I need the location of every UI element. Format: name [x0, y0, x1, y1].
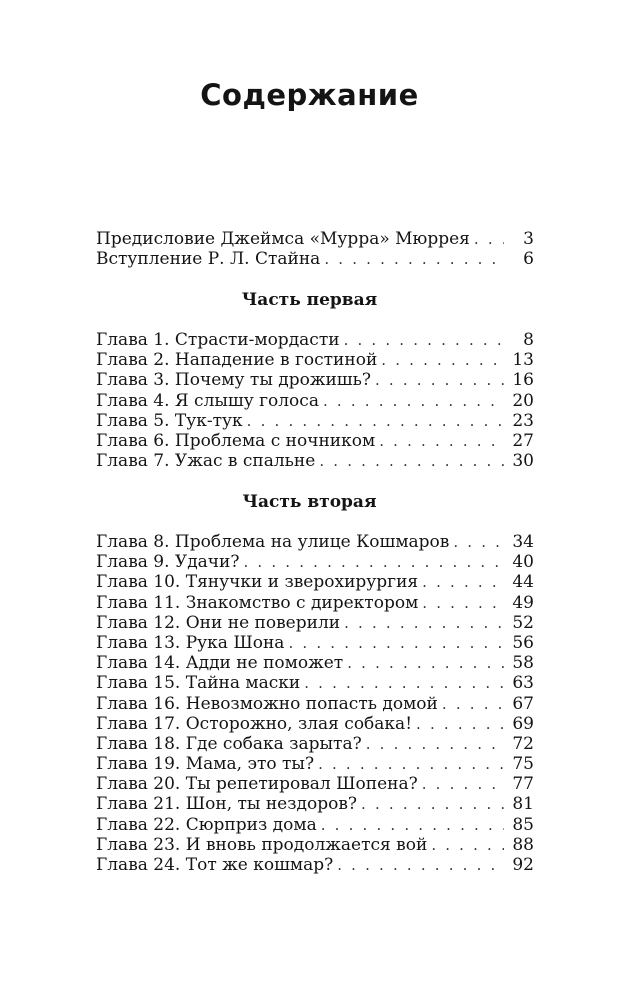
toc-entry-page: 63: [512, 673, 534, 694]
toc-entry-page: 16: [512, 370, 534, 391]
toc-entry-chapter: [96, 835, 534, 855]
toc-entry-label: Глава 9. Удачи?: [96, 552, 240, 573]
toc-entry-page: 85: [512, 814, 534, 835]
toc-entry-page: 8: [523, 330, 534, 350]
dot-leader: [366, 734, 504, 754]
toc-entry-chapter: [96, 815, 534, 835]
toc-entry-chapter: [96, 754, 534, 774]
toc-entry-label: Глава 21. Шон, ты нездоров?: [96, 794, 358, 815]
toc-entry-chapter: [96, 593, 534, 613]
toc-entry-label: Глава 23. И вновь продолжается вой: [96, 834, 428, 855]
dot-leader: [422, 593, 504, 613]
toc-entry-page: 3: [523, 229, 534, 249]
toc-entry-label: Глава 19. Мама, это ты?: [96, 754, 315, 775]
dot-leader: [344, 330, 504, 350]
toc-entry-label: Глава 20. Ты репетировал Шопена?: [96, 774, 418, 795]
toc-entry-page: 75: [512, 754, 534, 775]
part-one-heading: Часть первая: [241, 290, 378, 310]
toc-entry-page: 40: [512, 552, 534, 573]
dot-leader: [319, 451, 504, 471]
toc-entry-label: Глава 2. Нападение в гостиной: [96, 350, 378, 371]
toc-entry-label: Глава 15. Тайна маски: [96, 673, 301, 694]
toc-entry-chapter: [96, 552, 534, 572]
dot-leader: [474, 229, 504, 249]
page-title: Содержание: [200, 78, 419, 112]
toc-entry-label: Глава 24. Тот же кошмар?: [96, 855, 334, 875]
toc-entry-page: 77: [512, 774, 534, 795]
toc-entry-page: 88: [512, 834, 534, 855]
toc-entry-chapter: [96, 613, 534, 633]
dot-leader: [453, 532, 504, 552]
dot-leader: [323, 391, 504, 411]
toc-entry-label: Глава 13. Рука Шона: [96, 632, 285, 653]
toc-entry-chapter: [96, 350, 534, 370]
dot-leader: [288, 633, 504, 653]
dot-leader: [422, 572, 504, 592]
toc-entry-chapter: [96, 330, 534, 350]
dot-leader: [337, 855, 504, 875]
toc-entry-chapter: [96, 774, 534, 794]
toc-entry-chapter: [96, 855, 534, 875]
toc-entry-label: Предисловие Джеймса «Мурра» Мюррея: [96, 229, 470, 249]
toc-entry-label: Глава 17. Осторожно, злая собака!: [96, 713, 413, 734]
toc-entry-label: Глава 4. Я слышу голоса: [96, 390, 319, 411]
dot-leader: [318, 754, 504, 774]
dot-leader: [442, 694, 504, 714]
toc-entry-page: 30: [512, 451, 534, 472]
dot-leader: [379, 431, 504, 451]
toc-entry-page: 81: [512, 794, 534, 815]
toc-entry-label: Вступление Р. Л. Стайна: [96, 249, 321, 270]
part-two-heading: Часть вторая: [242, 492, 377, 512]
front-matter-list: [96, 229, 534, 269]
toc-entry-label: Глава 6. Проблема с ночником: [96, 430, 376, 451]
toc-entry-label: Глава 3. Почему ты дрожишь?: [96, 370, 371, 391]
toc-entry-page: 92: [512, 855, 534, 875]
toc-entry-chapter: [96, 411, 534, 431]
dot-leader: [244, 552, 505, 572]
toc-entry-chapter: [96, 673, 534, 693]
dot-leader: [324, 249, 504, 269]
toc-entry-chapter: [96, 431, 534, 451]
dot-leader: [321, 815, 504, 835]
toc-entry-label: Глава 12. Они не поверили: [96, 612, 341, 633]
toc-entry-chapter: [96, 694, 534, 714]
toc-entry-page: 69: [512, 713, 534, 734]
toc-entry-label: Глава 1. Страсти-мордасти: [96, 330, 340, 350]
toc-entry-foreword: [96, 229, 534, 249]
toc-entry-page: 58: [512, 653, 534, 674]
toc-entry-label: Глава 7. Ужас в спальне: [96, 451, 316, 472]
toc-entry-page: 20: [512, 390, 534, 411]
toc-entry-chapter: [96, 734, 534, 754]
dot-leader: [422, 774, 504, 794]
toc-entry-chapter: [96, 370, 534, 390]
toc-entry-page: 44: [512, 572, 534, 593]
toc-entry-label: Глава 10. Тянучки и зверохирургия: [96, 572, 419, 593]
toc-entry-page: 52: [512, 612, 534, 633]
toc-entry-page: 13: [512, 350, 534, 371]
dot-leader: [431, 835, 504, 855]
toc-entry-page: 49: [512, 592, 534, 613]
toc-entry-page: 23: [512, 410, 534, 431]
toc-entry-label: Глава 22. Сюрприз дома: [96, 814, 317, 835]
toc-entry-label: Глава 16. Невозможно попасть домой: [96, 693, 438, 714]
dot-leader: [347, 653, 504, 673]
toc-entry-label: Глава 18. Где собака зарыта?: [96, 733, 362, 754]
dot-leader: [416, 714, 504, 734]
toc-entry-chapter: [96, 794, 534, 814]
toc-entry-page: 72: [512, 733, 534, 754]
toc-entry-label: Глава 8. Проблема на улице Кошмаров: [96, 532, 450, 552]
dot-leader: [247, 411, 504, 431]
toc-entry-page: 67: [512, 693, 534, 714]
toc-entry-page: 27: [512, 430, 534, 451]
toc-entry-chapter: [96, 714, 534, 734]
toc-entry-page: 6: [523, 249, 534, 270]
dot-leader: [361, 794, 504, 814]
toc-entry-chapter: [96, 532, 534, 552]
dot-leader: [381, 350, 504, 370]
toc-entry-introduction: [96, 249, 534, 269]
toc-entry-label: Глава 11. Знакомство с директором: [96, 592, 419, 613]
toc-entry-chapter: [96, 451, 534, 471]
toc-entry-chapter: [96, 653, 534, 673]
toc-entry-chapter: [96, 572, 534, 592]
part-one-chapter-list: [96, 330, 534, 471]
toc-entry-chapter: [96, 633, 534, 653]
dot-leader: [304, 673, 504, 693]
part-two-chapter-list: [96, 532, 534, 875]
dot-leader: [375, 370, 504, 390]
dot-leader: [344, 613, 504, 633]
toc-entry-page: 34: [512, 532, 534, 552]
toc-entry-page: 56: [512, 632, 534, 653]
toc-entry-label: Глава 14. Адди не поможет: [96, 653, 344, 674]
toc-entry-label: Глава 5. Тук-тук: [96, 410, 243, 431]
toc-entry-chapter: [96, 391, 534, 411]
